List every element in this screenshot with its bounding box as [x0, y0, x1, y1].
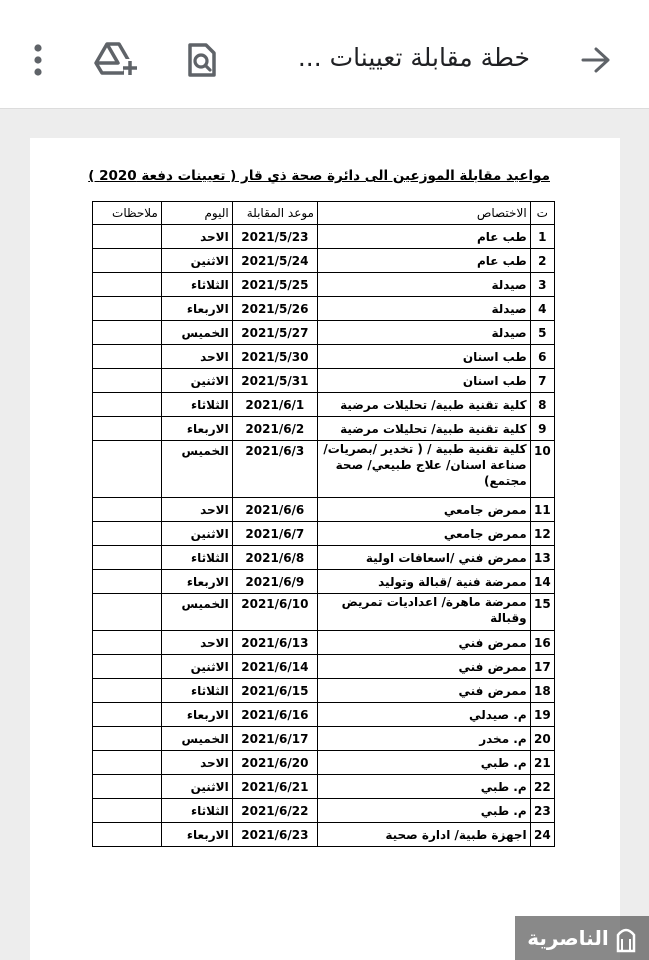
- table-row: [93, 823, 555, 847]
- table-row: [93, 631, 555, 655]
- row-number: 4: [530, 297, 554, 321]
- row-specialty: كلية تقنية طبية / ( تخدير /بصريات/ صناعة اسنان/ علاج طبيعي/ صحة مجتمع): [318, 441, 531, 498]
- row-interview-date: 2021/6/20: [232, 751, 317, 775]
- row-day: الخميس: [161, 441, 232, 498]
- row-number: 12: [530, 522, 554, 546]
- row-interview-date: 2021/6/17: [232, 727, 317, 751]
- row-number: 18: [530, 679, 554, 703]
- row-specialty: طب عام: [318, 249, 531, 273]
- row-day: الثلاثاء: [161, 679, 232, 703]
- row-notes: [93, 703, 162, 727]
- row-number: 13: [530, 546, 554, 570]
- row-notes: [93, 369, 162, 393]
- row-interview-date: 2021/6/7: [232, 522, 317, 546]
- row-number: 23: [530, 799, 554, 823]
- table-row: [93, 321, 555, 345]
- row-notes: [93, 522, 162, 546]
- row-day: الخميس: [161, 727, 232, 751]
- table-row: [93, 441, 555, 498]
- table-row: [93, 570, 555, 594]
- row-number: 24: [530, 823, 554, 847]
- row-notes: [93, 679, 162, 703]
- row-day: الاربعاء: [161, 570, 232, 594]
- row-number: 5: [530, 321, 554, 345]
- row-specialty: م. مخدر: [318, 727, 531, 751]
- table-row: [93, 345, 555, 369]
- row-day: الاربعاء: [161, 417, 232, 441]
- header-day: اليوم: [161, 202, 232, 225]
- row-notes: [93, 225, 162, 249]
- table-row: [93, 751, 555, 775]
- row-day: الثلاثاء: [161, 799, 232, 823]
- row-day: الاربعاء: [161, 297, 232, 321]
- row-number: 15: [530, 594, 554, 631]
- table-row: [93, 522, 555, 546]
- row-interview-date: 2021/6/3: [232, 441, 317, 498]
- row-day: الثلاثاء: [161, 393, 232, 417]
- search-image-button[interactable]: [180, 38, 224, 82]
- row-number: 22: [530, 775, 554, 799]
- row-notes: [93, 570, 162, 594]
- table-row: [93, 498, 555, 522]
- document-title: خطة مقابلة تعيينات ...: [297, 43, 530, 72]
- row-specialty: ممرض فني /اسعافات اولية: [318, 546, 531, 570]
- row-specialty: ممرض فني: [318, 655, 531, 679]
- row-number: 20: [530, 727, 554, 751]
- table-row: [93, 393, 555, 417]
- table-row: [93, 775, 555, 799]
- watermark-text: الناصرية: [527, 926, 609, 950]
- row-number: 2: [530, 249, 554, 273]
- watermark-emblem-icon: [615, 923, 637, 953]
- header-date: موعد المقابلة: [232, 202, 317, 225]
- row-day: الاثنين: [161, 369, 232, 393]
- row-specialty: ممرض جامعي: [318, 498, 531, 522]
- row-day: الاربعاء: [161, 703, 232, 727]
- row-interview-date: 2021/6/16: [232, 703, 317, 727]
- row-specialty: صيدلة: [318, 273, 531, 297]
- row-interview-date: 2021/6/13: [232, 631, 317, 655]
- row-day: الاحد: [161, 498, 232, 522]
- row-notes: [93, 249, 162, 273]
- row-interview-date: 2021/5/24: [232, 249, 317, 273]
- row-specialty: اجهزة طبية/ ادارة صحية: [318, 823, 531, 847]
- row-number: 7: [530, 369, 554, 393]
- row-interview-date: 2021/6/15: [232, 679, 317, 703]
- row-day: الاثنين: [161, 655, 232, 679]
- row-number: 9: [530, 417, 554, 441]
- row-day: الاحد: [161, 631, 232, 655]
- row-notes: [93, 498, 162, 522]
- row-specialty: طب عام: [318, 225, 531, 249]
- row-notes: [93, 441, 162, 498]
- row-notes: [93, 594, 162, 631]
- more-options-button[interactable]: [16, 38, 60, 82]
- row-interview-date: 2021/5/31: [232, 369, 317, 393]
- watermark-logo: [515, 916, 649, 960]
- table-header-row: [93, 202, 555, 225]
- row-notes: [93, 631, 162, 655]
- table-row: [93, 703, 555, 727]
- row-interview-date: 2021/6/22: [232, 799, 317, 823]
- table-row: [93, 799, 555, 823]
- row-number: 21: [530, 751, 554, 775]
- header-notes: ملاحظات: [93, 202, 162, 225]
- schedule-title: مواعيد مقابلة الموزعين الى دائرة صحة ذي قار ( تعيينات دفعة 2020 ): [88, 168, 550, 184]
- row-notes: [93, 321, 162, 345]
- row-number: 3: [530, 273, 554, 297]
- row-number: 16: [530, 631, 554, 655]
- table-row: [93, 297, 555, 321]
- row-interview-date: 2021/6/9: [232, 570, 317, 594]
- row-number: 1: [530, 225, 554, 249]
- row-notes: [93, 273, 162, 297]
- table-row: [93, 225, 555, 249]
- row-interview-date: 2021/6/21: [232, 775, 317, 799]
- row-specialty: م. صيدلي: [318, 703, 531, 727]
- row-specialty: كلية تقنية طبية/ تحليلات مرضية: [318, 393, 531, 417]
- interview-schedule-table: [92, 201, 555, 847]
- row-day: الثلاثاء: [161, 546, 232, 570]
- row-notes: [93, 345, 162, 369]
- top-app-bar: [0, 0, 649, 109]
- table-row: [93, 727, 555, 751]
- row-interview-date: 2021/5/27: [232, 321, 317, 345]
- row-notes: [93, 655, 162, 679]
- row-interview-date: 2021/5/30: [232, 345, 317, 369]
- table-row: [93, 546, 555, 570]
- row-notes: [93, 417, 162, 441]
- row-notes: [93, 775, 162, 799]
- row-interview-date: 2021/5/26: [232, 297, 317, 321]
- back-button[interactable]: [574, 38, 618, 82]
- header-specialty: الاختصاص: [318, 202, 531, 225]
- table-row: [93, 655, 555, 679]
- row-interview-date: 2021/6/8: [232, 546, 317, 570]
- row-number: 19: [530, 703, 554, 727]
- add-to-drive-button[interactable]: [94, 38, 138, 82]
- row-day: الثلاثاء: [161, 273, 232, 297]
- row-interview-date: 2021/5/23: [232, 225, 317, 249]
- row-specialty: صيدلة: [318, 321, 531, 345]
- row-notes: [93, 823, 162, 847]
- back-arrow-icon: [581, 47, 611, 73]
- row-number: 8: [530, 393, 554, 417]
- row-day: الخميس: [161, 594, 232, 631]
- table-row: [93, 249, 555, 273]
- row-specialty: طب اسنان: [318, 369, 531, 393]
- row-day: الاثنين: [161, 775, 232, 799]
- row-day: الاثنين: [161, 522, 232, 546]
- row-interview-date: 2021/5/25: [232, 273, 317, 297]
- row-interview-date: 2021/6/1: [232, 393, 317, 417]
- row-interview-date: 2021/6/2: [232, 417, 317, 441]
- row-interview-date: 2021/6/6: [232, 498, 317, 522]
- header-num: ت: [530, 202, 554, 225]
- row-notes: [93, 727, 162, 751]
- row-number: 6: [530, 345, 554, 369]
- row-notes: [93, 297, 162, 321]
- row-notes: [93, 751, 162, 775]
- row-day: الاحد: [161, 751, 232, 775]
- table-row: [93, 679, 555, 703]
- table-row: [93, 417, 555, 441]
- table-row: [93, 594, 555, 631]
- row-specialty: صيدلة: [318, 297, 531, 321]
- row-notes: [93, 799, 162, 823]
- more-vert-icon: [33, 43, 43, 77]
- row-day: الاحد: [161, 345, 232, 369]
- row-day: الاثنين: [161, 249, 232, 273]
- add-to-drive-icon: [94, 41, 138, 79]
- row-day: الاربعاء: [161, 823, 232, 847]
- row-number: 14: [530, 570, 554, 594]
- row-interview-date: 2021/6/23: [232, 823, 317, 847]
- table-row: [93, 273, 555, 297]
- row-day: الخميس: [161, 321, 232, 345]
- row-specialty: ممرضة ماهرة/ اعداديات تمريض وقبالة: [318, 594, 531, 631]
- row-specialty: م. طبي: [318, 751, 531, 775]
- row-number: 11: [530, 498, 554, 522]
- row-number: 10: [530, 441, 554, 498]
- row-specialty: ممرض فني: [318, 631, 531, 655]
- row-specialty: ممرض جامعي: [318, 522, 531, 546]
- row-specialty: م. طبي: [318, 799, 531, 823]
- row-specialty: م. طبي: [318, 775, 531, 799]
- google-lens-icon: [187, 42, 217, 78]
- row-notes: [93, 546, 162, 570]
- table-row: [93, 369, 555, 393]
- row-interview-date: 2021/6/10: [232, 594, 317, 631]
- row-specialty: كلية تقنية طبية/ تحليلات مرضية: [318, 417, 531, 441]
- row-day: الاحد: [161, 225, 232, 249]
- row-interview-date: 2021/6/14: [232, 655, 317, 679]
- row-notes: [93, 393, 162, 417]
- row-specialty: ممرض فني: [318, 679, 531, 703]
- row-specialty: طب اسنان: [318, 345, 531, 369]
- row-number: 17: [530, 655, 554, 679]
- row-specialty: ممرضة فنية /قبالة وتوليد: [318, 570, 531, 594]
